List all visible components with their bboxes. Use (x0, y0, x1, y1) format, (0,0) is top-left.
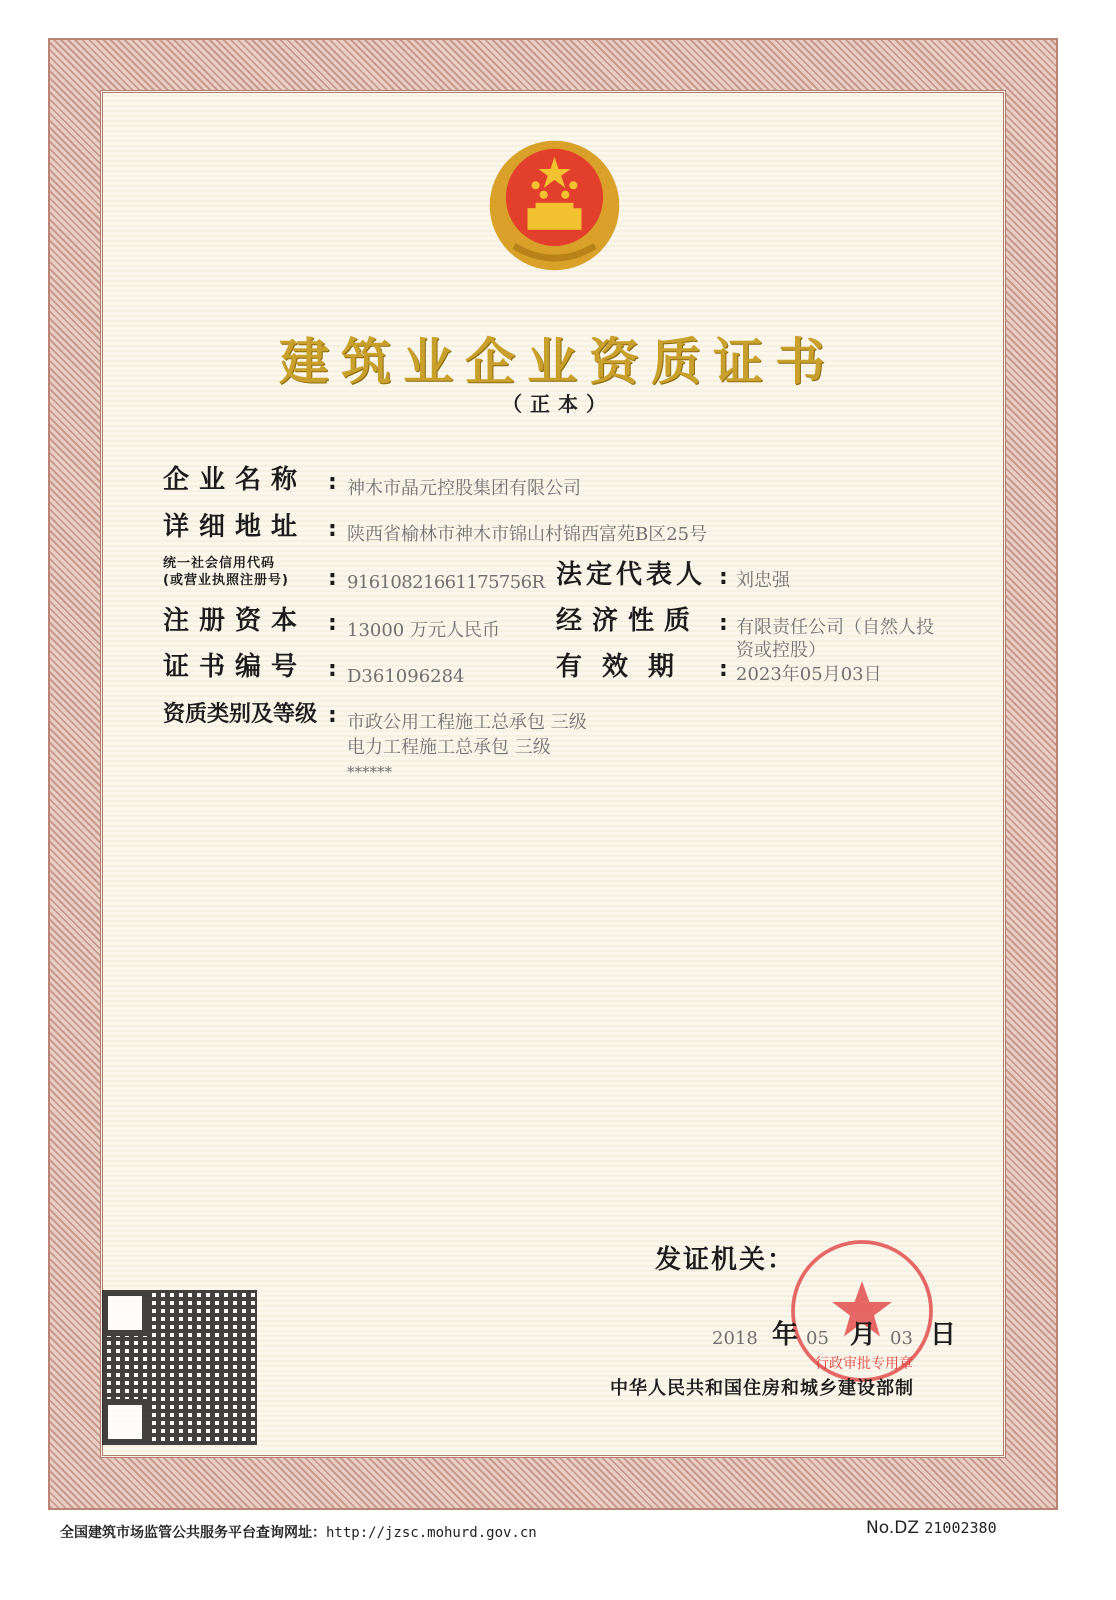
year-unit: 年 (772, 1320, 799, 1350)
colon: : (328, 703, 337, 728)
query-label: 全国建筑市场监管公共服务平台查询网址： (60, 1525, 326, 1541)
credit-code-value: 91610821661175756R (347, 572, 545, 593)
qualification-item: ****** (347, 763, 392, 781)
month-unit: 月 (850, 1320, 877, 1350)
qualification-item: 电力工程施工总承包 三级 (347, 737, 551, 758)
query-url[interactable]: http://jzsc.mohurd.gov.cn (326, 1525, 537, 1541)
valid-until-label: 有效期 (556, 652, 695, 682)
issue-month: 05 (806, 1328, 829, 1349)
economic-nature-value-2: 资或控股） (736, 640, 826, 661)
capital-label: 注册资本 (163, 606, 308, 636)
serial-value: 21002380 (924, 1519, 997, 1537)
colon: : (719, 565, 728, 590)
colon: : (328, 470, 337, 495)
company-name-value: 神木市晶元控股集团有限公司 (347, 478, 581, 499)
serial-number (866, 1518, 997, 1538)
national-emblem-icon (487, 138, 622, 273)
colon: : (328, 611, 337, 636)
ministry-text: 中华人民共和国住房和城乡建设部制 (610, 1378, 914, 1399)
colon: : (328, 517, 337, 542)
seal-bottom-text: 行政审批专用章 (815, 1356, 913, 1372)
economic-nature-value-1: 有限责任公司（自然人投 (736, 617, 934, 638)
economic-nature-label: 经济性质 (556, 606, 701, 636)
address-label: 详细地址 (163, 512, 308, 542)
qualifications-label: 资质类别及等级 (163, 702, 318, 727)
cert-no-value: D361096284 (347, 666, 465, 687)
colon: : (719, 657, 728, 682)
address-value: 陕西省榆林市神木市锦山村锦西富苑B区25号 (347, 524, 708, 545)
qualification-item: 市政公用工程施工总承包 三级 (347, 712, 587, 733)
serial-prefix: No.DZ (866, 1518, 919, 1538)
legal-rep-value: 刘忠强 (736, 570, 790, 591)
certificate-subtitle: （正本） (502, 392, 614, 416)
qr-code (102, 1290, 257, 1445)
legal-rep-label: 法定代表人 (556, 560, 707, 590)
credit-code-label-2: (或营业执照注册号) (163, 573, 289, 588)
company-name-label: 企业名称 (163, 465, 308, 495)
certificate-title: 建筑业企业资质证书 (279, 332, 837, 391)
cert-no-label: 证书编号 (163, 652, 308, 682)
day-unit: 日 (930, 1320, 957, 1350)
credit-code-label-1: 统一社会信用代码 (163, 556, 276, 571)
colon: : (328, 657, 337, 682)
query-site (60, 1522, 537, 1542)
capital-value: 13000 万元人民币 (347, 620, 500, 641)
colon: : (719, 611, 728, 636)
issuer-label: 发证机关： (655, 1245, 796, 1275)
issue-year: 2018 (712, 1328, 758, 1349)
colon: : (328, 566, 337, 591)
valid-until-value: 2023年05月03日 (736, 664, 882, 685)
issue-day: 03 (890, 1328, 913, 1349)
